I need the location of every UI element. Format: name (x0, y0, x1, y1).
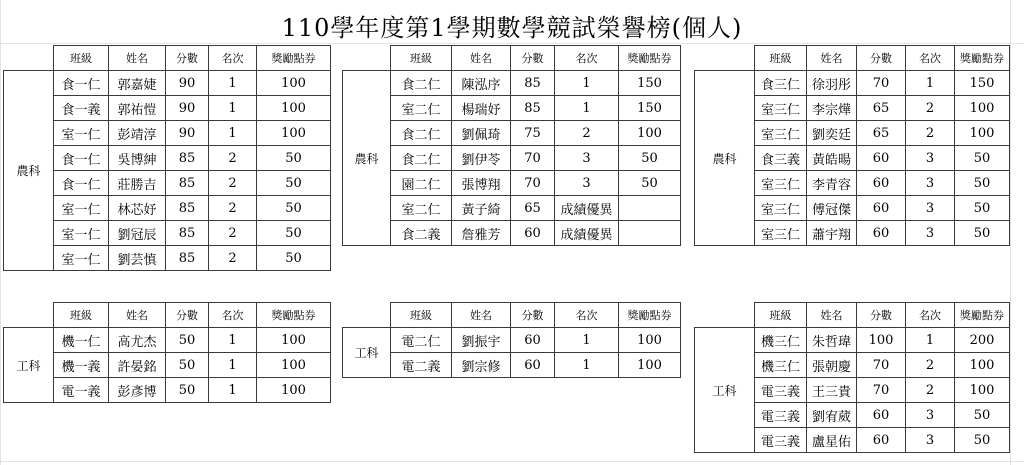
cell-class: 室三仁 (755, 196, 807, 221)
department-label: 工科 (343, 328, 391, 378)
cell-score: 60 (857, 403, 906, 428)
cell-reward: 150 (619, 96, 681, 121)
table-row (343, 196, 681, 221)
department-label: 工科 (4, 328, 54, 403)
cell-reward: 100 (619, 328, 681, 353)
cell-reward: 50 (955, 221, 1010, 246)
cell-reward: 50 (619, 146, 681, 171)
cell-class: 室三仁 (755, 121, 807, 146)
cell-class: 電三義 (755, 378, 807, 403)
cell-score: 100 (857, 328, 906, 353)
cell-rank: 3 (906, 221, 955, 246)
table-row (343, 221, 681, 246)
cell-class: 室三仁 (755, 171, 807, 196)
cell-class: 室一仁 (54, 246, 109, 271)
table-row (4, 196, 331, 221)
cell-score: 60 (857, 428, 906, 453)
ranking-table-eng-grade2 (342, 302, 681, 378)
cell-class: 食二仁 (391, 71, 452, 96)
cell-reward: 100 (257, 71, 331, 96)
header-class: 班級 (54, 46, 109, 71)
cell-rank: 1 (555, 96, 619, 121)
header-reward: 獎勵點券 (257, 46, 331, 71)
department-label: 農科 (343, 71, 391, 246)
cell-score: 65 (511, 196, 555, 221)
table-row (4, 121, 331, 146)
cell-name: 劉宗修 (452, 353, 511, 378)
header-name: 姓名 (452, 303, 511, 328)
cell-reward: 100 (619, 353, 681, 378)
header-class: 班級 (755, 46, 807, 71)
cell-reward: 100 (955, 121, 1010, 146)
cell-score: 60 (857, 171, 906, 196)
cell-rank: 1 (555, 353, 619, 378)
cell-rank: 2 (906, 121, 955, 146)
ranking-table-eng-grade3 (694, 302, 1010, 453)
table-header-row (343, 303, 681, 328)
cell-name: 李宗燁 (807, 96, 857, 121)
cell-score: 50 (166, 353, 209, 378)
cell-score: 85 (166, 146, 209, 171)
cell-score: 75 (511, 121, 555, 146)
table-row (343, 96, 681, 121)
cell-name: 劉宥葳 (807, 403, 857, 428)
cell-name: 高尤杰 (109, 328, 166, 353)
table-row (4, 378, 331, 403)
table-row (343, 353, 681, 378)
cell-name: 楊瑞妤 (452, 96, 511, 121)
cell-reward: 50 (257, 221, 331, 246)
header-name: 姓名 (109, 303, 166, 328)
header-rank: 名次 (555, 46, 619, 71)
table-row (695, 71, 1010, 96)
cell-class: 食三仁 (755, 71, 807, 96)
cell-rank: 1 (209, 121, 257, 146)
cell-name: 林芯妤 (109, 196, 166, 221)
cell-name: 莊勝吉 (109, 171, 166, 196)
cell-score: 85 (166, 221, 209, 246)
header-reward: 獎勵點券 (955, 46, 1010, 71)
cell-score: 70 (857, 71, 906, 96)
cell-score: 90 (166, 121, 209, 146)
cell-reward: 50 (257, 196, 331, 221)
ranking-table-eng-grade1 (3, 302, 331, 403)
cell-class: 食一仁 (54, 171, 109, 196)
header-score: 分數 (857, 46, 906, 71)
header-score: 分數 (166, 46, 209, 71)
cell-name: 郭嘉婕 (109, 71, 166, 96)
ranking-table-agri-grade2 (342, 45, 681, 246)
cell-name: 李青容 (807, 171, 857, 196)
header-rank: 名次 (906, 46, 955, 71)
cell-rank: 2 (209, 221, 257, 246)
table-row (4, 246, 331, 271)
cell-name: 劉伊苓 (452, 146, 511, 171)
cell-rank: 1 (209, 378, 257, 403)
cell-score: 70 (511, 146, 555, 171)
cell-class: 機一義 (54, 353, 109, 378)
header-reward: 獎勵點券 (619, 46, 681, 71)
cell-class: 園二仁 (391, 171, 452, 196)
cell-rank: 3 (555, 171, 619, 196)
cell-name: 劉奕廷 (807, 121, 857, 146)
cell-class: 機三仁 (755, 353, 807, 378)
cell-name: 傅冠傑 (807, 196, 857, 221)
cell-score: 85 (511, 71, 555, 96)
table-header-row (343, 46, 681, 71)
cell-score: 70 (857, 378, 906, 403)
table-row (343, 71, 681, 96)
cell-class: 食一仁 (54, 146, 109, 171)
cell-reward (619, 196, 681, 221)
table-row (4, 221, 331, 246)
cell-rank: 3 (906, 171, 955, 196)
cell-name: 黃皓暘 (807, 146, 857, 171)
header-reward: 獎勵點券 (257, 303, 331, 328)
cell-name: 彭靖淳 (109, 121, 166, 146)
cell-reward: 50 (257, 171, 331, 196)
cell-class: 電三義 (755, 428, 807, 453)
cell-score: 60 (511, 328, 555, 353)
cell-class: 電一義 (54, 378, 109, 403)
header-score: 分數 (511, 46, 555, 71)
header-class: 班級 (391, 46, 452, 71)
cell-rank: 1 (906, 328, 955, 353)
cell-reward: 100 (955, 353, 1010, 378)
cell-name: 徐羽彤 (807, 71, 857, 96)
cell-score: 70 (857, 353, 906, 378)
cell-name: 許晏銘 (109, 353, 166, 378)
cell-name: 蕭宇翔 (807, 221, 857, 246)
cell-name: 張博翔 (452, 171, 511, 196)
cell-reward: 50 (955, 146, 1010, 171)
ranking-table-agri-grade1 (3, 45, 331, 271)
cell-reward: 50 (619, 171, 681, 196)
cell-score: 60 (511, 221, 555, 246)
cell-score: 70 (511, 171, 555, 196)
cell-class: 食二仁 (391, 121, 452, 146)
header-rank: 名次 (209, 46, 257, 71)
cell-reward: 50 (955, 428, 1010, 453)
cell-class: 食三義 (755, 146, 807, 171)
cell-score: 85 (166, 246, 209, 271)
header-class: 班級 (755, 303, 807, 328)
cell-reward: 50 (955, 196, 1010, 221)
cell-rank: 1 (209, 353, 257, 378)
page-title: 110學年度第1學期數學競試榮譽榜(個人) (281, 14, 743, 42)
cell-rank: 3 (555, 146, 619, 171)
header-rank: 名次 (906, 303, 955, 328)
cell-reward: 50 (257, 146, 331, 171)
table-header-row (695, 46, 1010, 71)
ranking-table-agri-grade3 (694, 45, 1010, 246)
cell-reward: 150 (619, 71, 681, 96)
cell-class: 電二義 (391, 353, 452, 378)
cell-name: 黃子綺 (452, 196, 511, 221)
cell-class: 室一仁 (54, 221, 109, 246)
cell-score: 60 (511, 353, 555, 378)
table-row (343, 328, 681, 353)
cell-reward: 100 (257, 96, 331, 121)
cell-reward: 100 (955, 96, 1010, 121)
department-label: 農科 (695, 71, 755, 246)
header-score: 分數 (511, 303, 555, 328)
cell-reward: 100 (257, 378, 331, 403)
header-rank: 名次 (555, 303, 619, 328)
cell-class: 食一義 (54, 96, 109, 121)
table-row (343, 146, 681, 171)
cell-class: 室一仁 (54, 121, 109, 146)
cell-score: 50 (166, 328, 209, 353)
header-name: 姓名 (452, 46, 511, 71)
cell-score: 60 (857, 221, 906, 246)
cell-score: 65 (857, 96, 906, 121)
cell-score: 50 (166, 378, 209, 403)
cell-reward: 100 (257, 328, 331, 353)
cell-class: 食二義 (391, 221, 452, 246)
cell-name: 王三貴 (807, 378, 857, 403)
cell-rank: 成績優異 (555, 196, 619, 221)
cell-reward: 50 (955, 403, 1010, 428)
table-row (343, 171, 681, 196)
table-header-row (4, 303, 331, 328)
cell-score: 85 (166, 171, 209, 196)
table-row (4, 171, 331, 196)
cell-rank: 2 (209, 171, 257, 196)
header-reward: 獎勵點券 (955, 303, 1010, 328)
header-name: 姓名 (807, 46, 857, 71)
cell-class: 食二仁 (391, 146, 452, 171)
header-score: 分數 (857, 303, 906, 328)
department-label: 工科 (695, 328, 755, 453)
cell-name: 盧星佑 (807, 428, 857, 453)
header-class: 班級 (54, 303, 109, 328)
cell-name: 陳泓序 (452, 71, 511, 96)
cell-name: 劉佩琦 (452, 121, 511, 146)
table-row (4, 328, 331, 353)
cell-reward: 100 (257, 121, 331, 146)
table-row (4, 71, 331, 96)
cell-rank: 1 (209, 71, 257, 96)
cell-class: 室一仁 (54, 196, 109, 221)
cell-class: 室三仁 (755, 96, 807, 121)
cell-name: 劉冠辰 (109, 221, 166, 246)
cell-rank: 成績優異 (555, 221, 619, 246)
cell-rank: 3 (906, 146, 955, 171)
table-row (695, 328, 1010, 353)
department-label: 農科 (4, 71, 54, 271)
cell-rank: 1 (906, 71, 955, 96)
cell-score: 90 (166, 96, 209, 121)
table-row (4, 146, 331, 171)
cell-reward: 100 (955, 378, 1010, 403)
cell-rank: 2 (906, 378, 955, 403)
cell-class: 室二仁 (391, 96, 452, 121)
cell-name: 朱哲瑋 (807, 328, 857, 353)
cell-reward: 100 (619, 121, 681, 146)
cell-score: 60 (857, 196, 906, 221)
table-row (343, 121, 681, 146)
cell-class: 機三仁 (755, 328, 807, 353)
cell-rank: 1 (209, 96, 257, 121)
header-score: 分數 (166, 303, 209, 328)
table-row (4, 353, 331, 378)
cell-rank: 2 (209, 146, 257, 171)
cell-rank: 2 (906, 353, 955, 378)
cell-reward: 50 (257, 246, 331, 271)
cell-class: 電三義 (755, 403, 807, 428)
cell-score: 65 (857, 121, 906, 146)
cell-rank: 3 (906, 196, 955, 221)
cell-class: 食一仁 (54, 71, 109, 96)
cell-class: 室二仁 (391, 196, 452, 221)
table-header-row (4, 46, 331, 71)
cell-rank: 1 (555, 71, 619, 96)
cell-class: 室三仁 (755, 221, 807, 246)
header-name: 姓名 (807, 303, 857, 328)
header-reward: 獎勵點券 (619, 303, 681, 328)
cell-name: 劉芸慎 (109, 246, 166, 271)
cell-rank: 2 (209, 246, 257, 271)
cell-reward: 100 (257, 353, 331, 378)
cell-name: 吳博紳 (109, 146, 166, 171)
cell-rank: 3 (906, 403, 955, 428)
cell-score: 90 (166, 71, 209, 96)
cell-reward: 200 (955, 328, 1010, 353)
cell-name: 張朝慶 (807, 353, 857, 378)
header-rank: 名次 (209, 303, 257, 328)
cell-class: 機一仁 (54, 328, 109, 353)
cell-rank: 1 (555, 328, 619, 353)
cell-score: 85 (511, 96, 555, 121)
header-class: 班級 (391, 303, 452, 328)
table-header-row (695, 303, 1010, 328)
cell-reward (619, 221, 681, 246)
cell-score: 60 (857, 146, 906, 171)
cell-rank: 1 (209, 328, 257, 353)
cell-name: 郭祐愷 (109, 96, 166, 121)
cell-rank: 3 (906, 428, 955, 453)
table-row (4, 96, 331, 121)
cell-reward: 150 (955, 71, 1010, 96)
cell-rank: 2 (906, 96, 955, 121)
cell-name: 彭彥博 (109, 378, 166, 403)
header-name: 姓名 (109, 46, 166, 71)
cell-reward: 50 (955, 171, 1010, 196)
cell-score: 85 (166, 196, 209, 221)
cell-class: 電二仁 (391, 328, 452, 353)
cell-name: 劉振宇 (452, 328, 511, 353)
cell-name: 詹雅芳 (452, 221, 511, 246)
cell-rank: 2 (209, 196, 257, 221)
cell-rank: 2 (555, 121, 619, 146)
